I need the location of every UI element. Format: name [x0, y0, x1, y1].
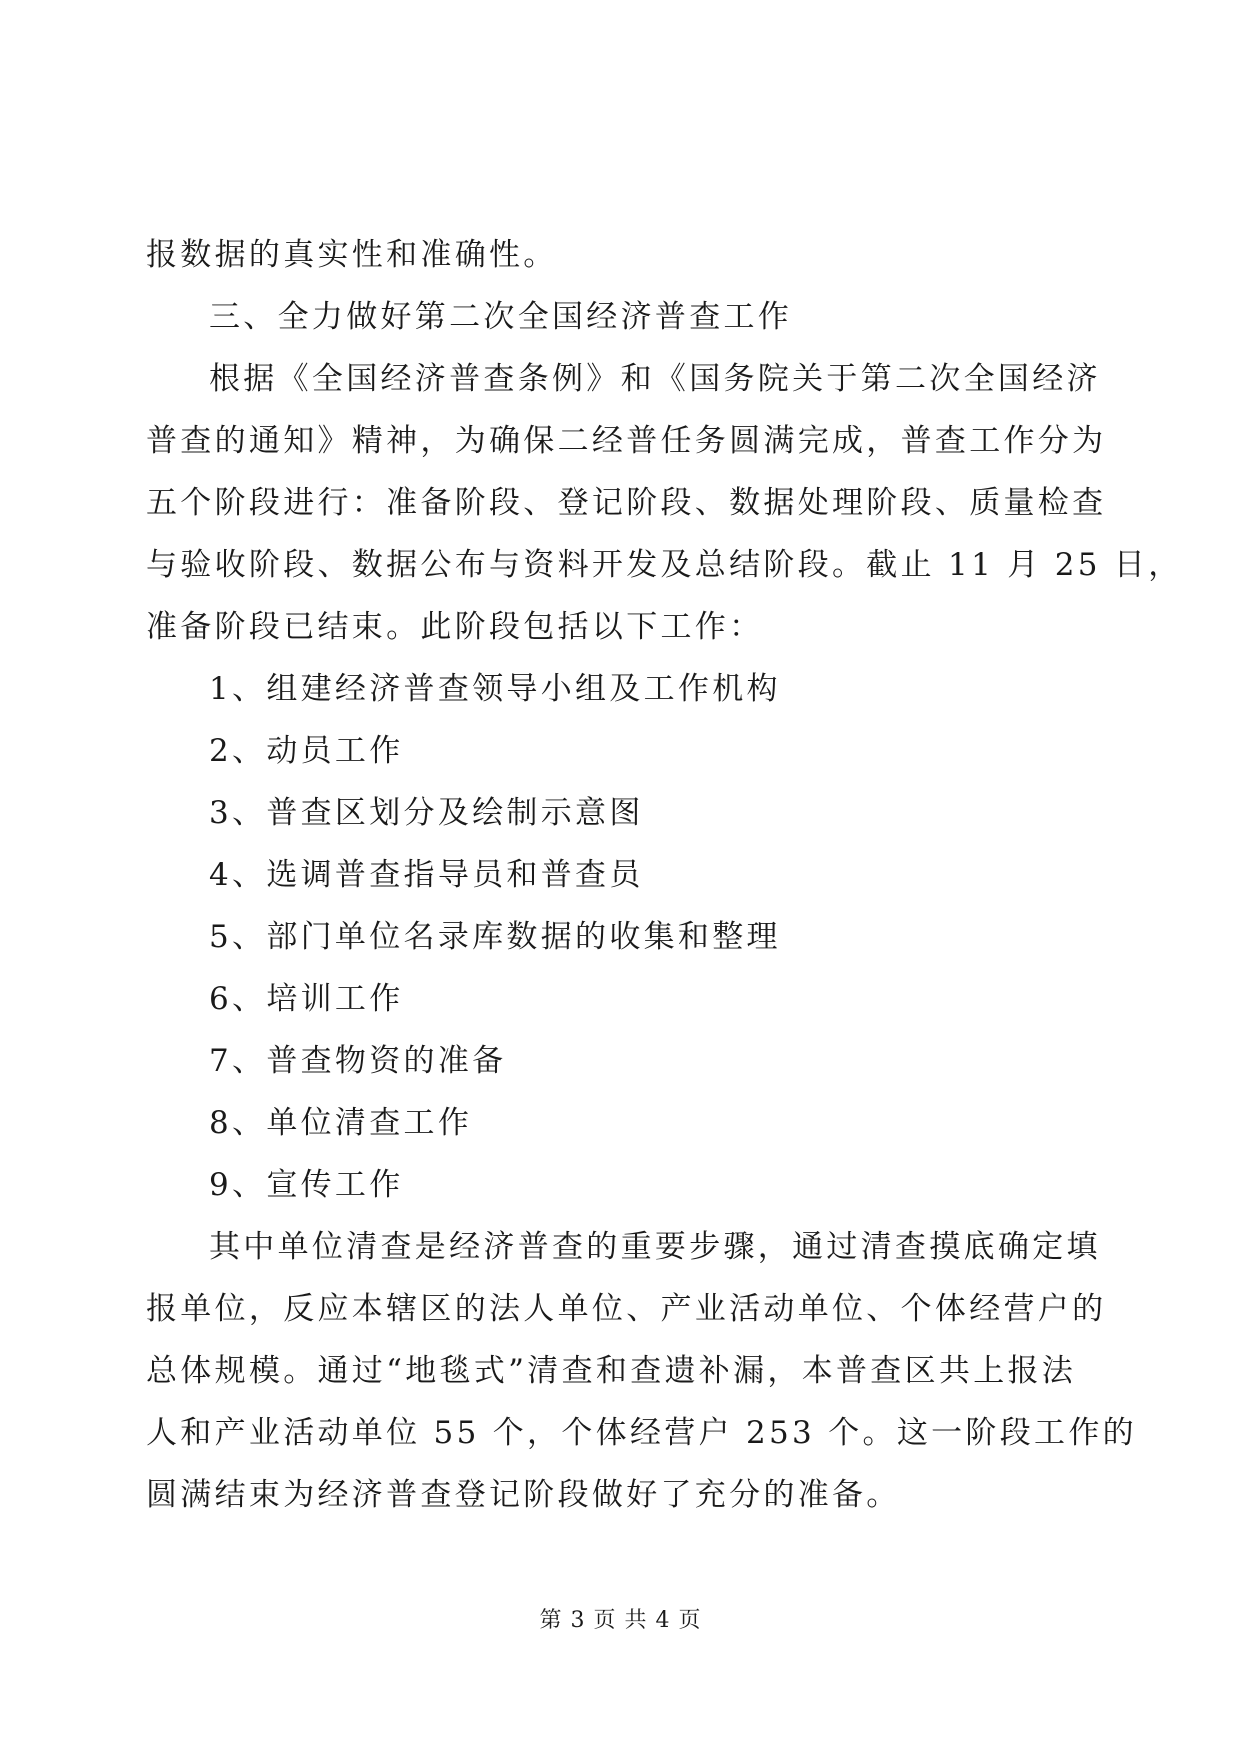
- list-item: 3、普查区划分及绘制示意图: [209, 795, 644, 831]
- document-body: [146, 224, 1183, 1526]
- paragraph-line: 报单位，反应本辖区的法人单位、产业活动单位、个体经营户的: [146, 1291, 1107, 1327]
- list-item: 8、单位清查工作: [209, 1105, 473, 1141]
- paragraph-line: 根据《全国经济普查条例》和《国务院关于第二次全国经济: [209, 361, 1101, 397]
- page-number-footer: 第 3 页 共 4 页: [539, 1608, 702, 1633]
- paragraph-line: 普查的通知》精神，为确保二经普任务圆满完成，普查工作分为: [146, 423, 1107, 459]
- list-item: 2、动员工作: [209, 733, 404, 769]
- paragraph-line: 人和产业活动单位 55 个，个体经营户 253 个。这一阶段工作的: [146, 1415, 1137, 1451]
- list-item: 9、宣传工作: [209, 1167, 404, 1203]
- list-item: 1、组建经济普查领导小组及工作机构: [209, 671, 781, 707]
- list-item: 4、选调普查指导员和普查员: [209, 857, 644, 893]
- paragraph-line: 圆满结束为经济普查登记阶段做好了充分的准备。: [146, 1477, 901, 1513]
- paragraph-line: 与验收阶段、数据公布与资料开发及总结阶段。截止 11 月 25 日，: [146, 547, 1183, 583]
- section-heading: 三、全力做好第二次全国经济普查工作: [209, 299, 793, 335]
- paragraph-line: 五个阶段进行：准备阶段、登记阶段、数据处理阶段、质量检查: [146, 485, 1107, 521]
- paragraph-line: 其中单位清查是经济普查的重要步骤，通过清查摸底确定填: [209, 1229, 1101, 1265]
- paragraph-line: 准备阶段已结束。此阶段包括以下工作：: [146, 609, 764, 645]
- list-item: 5、部门单位名录库数据的收集和整理: [209, 919, 781, 955]
- paragraph-line: 报数据的真实性和准确性。: [146, 237, 558, 273]
- list-item: 6、培训工作: [209, 981, 404, 1017]
- list-item: 7、普查物资的准备: [209, 1043, 507, 1079]
- paragraph-line: 总体规模。通过“地毯式”清查和查遗补漏，本普查区共上报法: [146, 1353, 1077, 1389]
